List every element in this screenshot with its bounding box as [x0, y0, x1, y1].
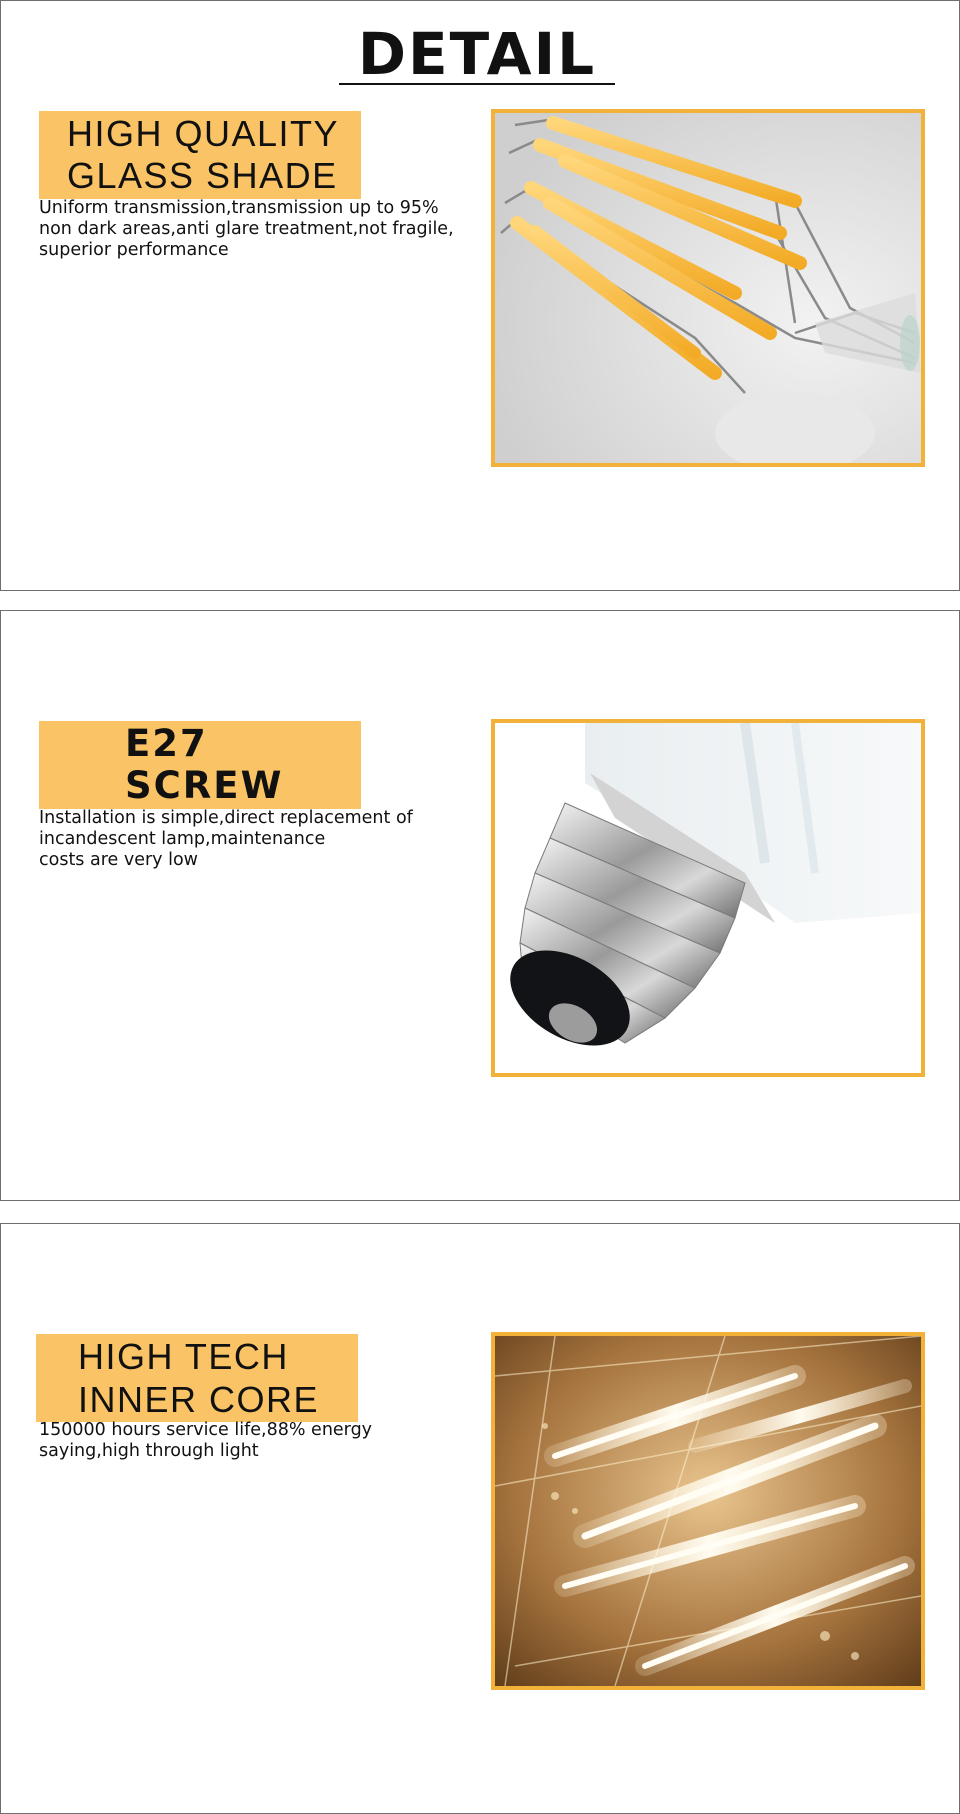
- e27-screw-base-photo: [491, 719, 925, 1077]
- section-label-line: E27: [125, 722, 208, 765]
- page-title: DETAIL: [357, 20, 597, 88]
- description-line: saying,high through light: [39, 1441, 259, 1461]
- section-label-line: INNER CORE: [78, 1379, 320, 1420]
- section-description: [39, 808, 413, 871]
- description-line: Installation is simple,direct replacement of: [39, 808, 413, 828]
- glowing-filament-illustration: [495, 1336, 921, 1686]
- detail-panel-inner-core: [0, 1223, 960, 1814]
- section-label-line: GLASS SHADE: [67, 155, 338, 196]
- section-label-glass-shade: [39, 111, 361, 199]
- detail-panel-glass-shade: [0, 0, 960, 591]
- description-line: incandescent lamp,maintenance: [39, 829, 326, 849]
- section-description: [39, 198, 454, 261]
- description-line: superior performance: [39, 240, 229, 260]
- filament-illustration: [495, 113, 921, 463]
- glowing-filament-photo: [491, 1332, 925, 1690]
- section-label-inner-core: [36, 1334, 358, 1422]
- description-line: Uniform transmission,transmission up to 95%: [39, 198, 439, 218]
- section-label-line: HIGH TECH: [78, 1336, 289, 1377]
- section-label-line: HIGH QUALITY: [67, 113, 340, 154]
- section-description: [39, 1420, 372, 1462]
- description-line: 150000 hours service life,88% energy: [39, 1420, 373, 1440]
- section-label-line: SCREW: [125, 764, 284, 807]
- led-filament-cage-photo: [491, 109, 925, 467]
- section-label-e27-screw: [39, 721, 361, 809]
- title-underline: [339, 83, 615, 85]
- screw-base-illustration: [495, 723, 921, 1073]
- description-line: costs are very low: [39, 850, 198, 870]
- description-line: non dark areas,anti glare treatment,not fragile,: [39, 219, 454, 239]
- detail-panel-e27-screw: [0, 610, 960, 1201]
